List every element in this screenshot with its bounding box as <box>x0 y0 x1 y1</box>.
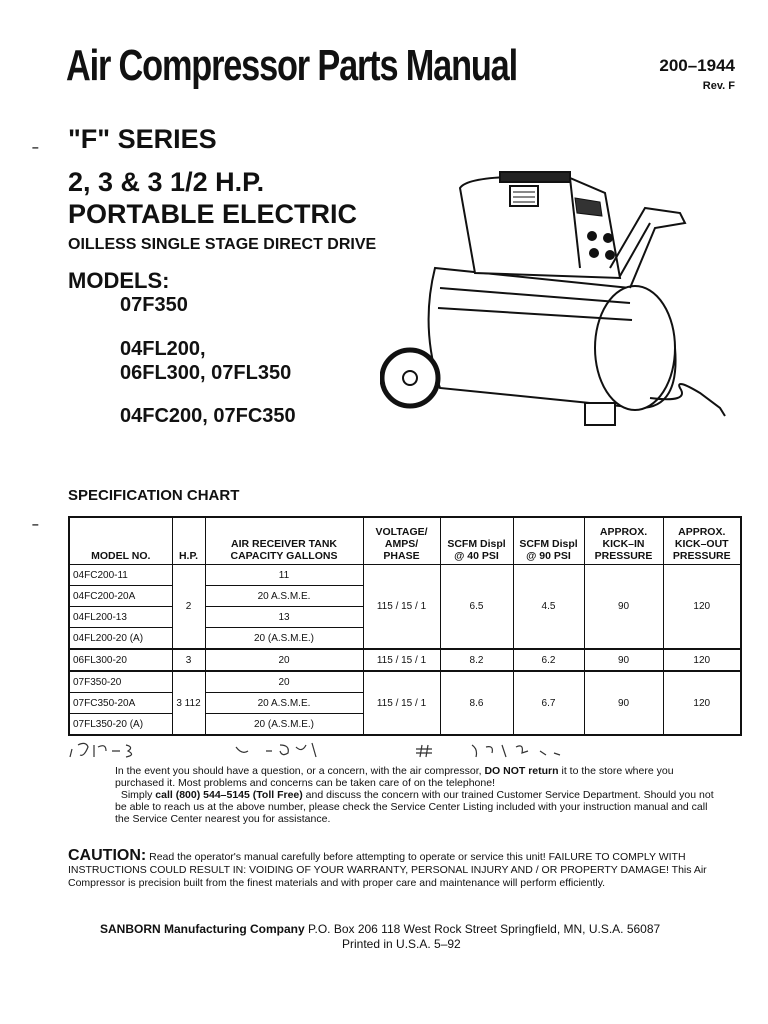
type-heading: PORTABLE ELECTRIC <box>68 199 357 229</box>
margin-tick: – <box>32 140 39 154</box>
tank-cell: 20 A.S.M.E. <box>205 586 363 607</box>
model-line: 07F350 <box>120 294 188 316</box>
kick-in-cell: 90 <box>584 649 663 671</box>
tank-cell: 13 <box>205 607 363 628</box>
kick-in-cell: 90 <box>584 565 663 650</box>
company-name: SANBORN Manufacturing Company <box>100 922 305 936</box>
tank-cell: 20 (A.S.M.E.) <box>205 628 363 650</box>
voltage-cell: 115 / 15 / 1 <box>363 649 440 671</box>
phone-number: call (800) 544–5145 (Toll Free) <box>155 789 303 801</box>
model-line: 04FL200, <box>120 338 206 360</box>
scfm40-cell: 6.5 <box>440 565 513 650</box>
tank-cell: 20 (A.S.M.E.) <box>205 714 363 736</box>
caution-label: CAUTION: <box>68 847 147 864</box>
doc-number: 200–1944 <box>659 56 735 75</box>
margin-tick: – <box>32 517 39 531</box>
scfm90-cell: 4.5 <box>513 565 584 650</box>
model-cell: 04FL200-20 (A) <box>69 628 172 650</box>
col-header: APPROX. KICK–OUT PRESSURE <box>663 517 741 565</box>
kick-out-cell: 120 <box>663 565 741 650</box>
spec-table <box>68 516 742 736</box>
model-cell: 04FC200-20A <box>69 586 172 607</box>
notice-emphasis: DO NOT return <box>484 765 559 777</box>
models-label: MODELS: <box>68 268 170 293</box>
model-cell: 06FL300-20 <box>69 649 172 671</box>
handwritten-note <box>66 737 706 763</box>
table-row <box>69 671 741 693</box>
model-line: 04FC200, 07FC350 <box>120 405 296 427</box>
notice-text: In the event you should have a question, or a concern, with the air compressor, <box>115 765 485 777</box>
col-header: APPROX. KICK–IN PRESSURE <box>584 517 663 565</box>
model-cell: 07FC350-20A <box>69 693 172 714</box>
company-address: P.O. Box 206 118 West Rock Street Springfield, MN, U.S.A. 56087 <box>304 922 661 936</box>
spec-chart-heading: SPECIFICATION CHART <box>68 487 240 504</box>
hp-cell: 3 <box>172 649 205 671</box>
model-cell: 07FL350-20 (A) <box>69 714 172 736</box>
col-header: AIR RECEIVER TANK CAPACITY GALLONS <box>205 517 363 565</box>
caution-text: Read the operator's manual carefully before attempting to operate or service this unit! FAILURE TO COMPLY WITH INSTRUCTIONS COULD RESULT IN: VOIDING OF YOUR WARRANTY, PERSONAL INJURY AND / OR PROPERTY DAMAGE! This Air Compressor is precision built from the finest materials and with proper care and maintenance will perform efficiently. <box>68 851 707 889</box>
kick-out-cell: 120 <box>663 671 741 735</box>
revision: Rev. F <box>702 80 735 92</box>
printed-line: Printed in U.S.A. 5–92 <box>342 937 461 951</box>
voltage-cell: 115 / 15 / 1 <box>363 565 440 650</box>
tank-cell: 20 <box>205 649 363 671</box>
tank-cell: 11 <box>205 565 363 586</box>
voltage-cell: 115 / 15 / 1 <box>363 671 440 735</box>
notice-text: it to the store where you purchased it. Most problems and concerns can be taken care of on the telephone! <box>115 765 674 789</box>
scfm90-cell: 6.7 <box>513 671 584 735</box>
caution-block <box>68 849 743 890</box>
scfm90-cell: 6.2 <box>513 649 584 671</box>
horsepower-heading: 2, 3 & 3 1/2 H.P. <box>68 167 265 197</box>
tank-cell: 20 A.S.M.E. <box>205 693 363 714</box>
col-header: SCFM Displ @ 90 PSI <box>513 517 584 565</box>
customer-notice <box>115 765 715 825</box>
hp-cell: 3 112 <box>172 671 205 735</box>
air-compressor-illustration <box>380 168 760 438</box>
model-cell: 07F350-20 <box>69 671 172 693</box>
table-row <box>69 565 741 586</box>
manual-title: Air Compressor Parts Manual <box>66 41 517 90</box>
model-line: 06FL300, 07FL350 <box>120 362 292 384</box>
col-header: MODEL NO. <box>69 517 172 565</box>
notice-text: and discuss the concern with our trained Customer Service Department. Should you not be able to reach us at the above number, please check the Service Center Listing included with your instruction manual and call the Service Center nearest you for assistance. <box>115 789 714 825</box>
subtype-heading: OILLESS SINGLE STAGE DIRECT DRIVE <box>68 236 377 253</box>
tank-cell: 20 <box>205 671 363 693</box>
footer-address <box>100 922 740 936</box>
model-cell: 04FC200-11 <box>69 565 172 586</box>
scfm40-cell: 8.6 <box>440 671 513 735</box>
hp-cell: 2 <box>172 565 205 650</box>
kick-in-cell: 90 <box>584 671 663 735</box>
col-header: SCFM Displ @ 40 PSI <box>440 517 513 565</box>
table-row <box>69 649 741 671</box>
col-header: VOLTAGE/ AMPS/ PHASE <box>363 517 440 565</box>
notice-text: Simply <box>120 789 156 801</box>
model-cell: 04FL200-13 <box>69 607 172 628</box>
kick-out-cell: 120 <box>663 649 741 671</box>
col-header: H.P. <box>172 517 205 565</box>
scfm40-cell: 8.2 <box>440 649 513 671</box>
series-heading: "F" SERIES <box>68 124 217 154</box>
